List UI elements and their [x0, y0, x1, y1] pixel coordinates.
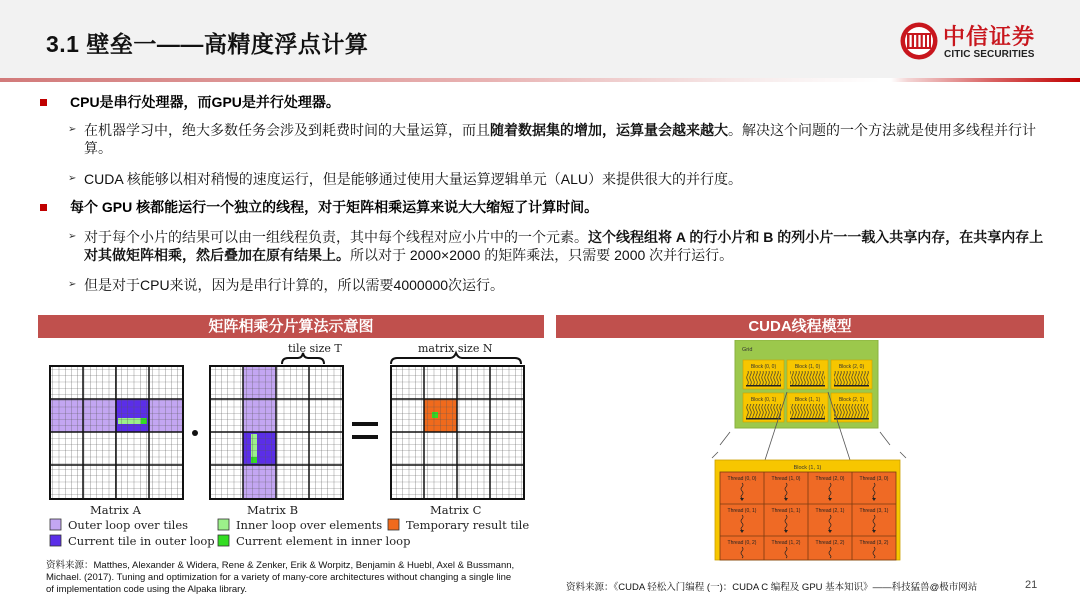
citic-logo-icon: [899, 21, 939, 61]
legend-inner-loop: Inner loop over elements: [236, 518, 383, 532]
source-right: 资料来源：《CUDA 轻松入门编程 (一)：CUDA C 编程及 GPU 基本知识》——科技猛兽@极市网站: [566, 582, 978, 593]
svg-text:Block (2, 1): Block (2, 1): [838, 397, 865, 403]
square-bullet-icon: [40, 204, 47, 211]
svg-text:Block (0, 1): Block (0, 1): [750, 397, 777, 403]
block-0-0: [743, 360, 784, 389]
source-left: 资料来源：Matthes, Alexander & Widera, Rene & Zenker, Erik & Worpitz, Benjamin & Huebl, Axel & Bussmann, Michael. (2017). Tuning and optimization for a variety of many-core architectures without changing a single line of implementation code using the Alpaka library.: [46, 560, 515, 595]
thread-1-0: Thread (1, 0): [771, 476, 801, 482]
figure-title-cuda-model: CUDA线程模型: [556, 315, 1044, 338]
block-detail: [715, 460, 900, 560]
figure-title-matrix-tiling: 矩阵相乘分片算法示意图: [38, 315, 544, 338]
cuda-thread-model-diagram: [710, 340, 910, 560]
block-1-1: [787, 393, 828, 422]
matrix-c-label: Matrix C: [430, 503, 482, 517]
equals-icon: [352, 422, 378, 439]
block-2-0: [831, 360, 872, 389]
arrow-bullet-icon: ➢: [68, 124, 77, 135]
slide-header: [0, 0, 1080, 78]
thread-3-2: Thread (3, 2): [859, 540, 889, 546]
thread-0-0: Thread (0, 0): [727, 476, 757, 482]
arrow-bullet-icon: ➢: [68, 173, 77, 184]
svg-text:Block (0, 0): Block (0, 0): [750, 364, 777, 370]
arrow-bullet-icon: ➢: [68, 279, 77, 290]
cuda-model-svg: [710, 340, 910, 562]
citic-logo: [893, 18, 1053, 64]
matrix-a-label: Matrix A: [90, 503, 141, 517]
block-0-1: [743, 393, 784, 422]
thread-1-2: Thread (1, 2): [771, 540, 801, 546]
page-number: 21: [1025, 579, 1038, 591]
legend-current-element: Current element in inner loop: [236, 534, 411, 548]
legend-outer-loop: Outer loop over tiles: [68, 518, 189, 532]
tile-size-label: tile size T: [288, 342, 342, 355]
matrix-tiling-svg: [40, 338, 545, 553]
thread-3-0: Thread (3, 0): [859, 476, 889, 482]
header-divider: [0, 78, 1080, 82]
logo-name-cn: 中信证券: [943, 24, 1036, 50]
sub-bullet-tile-threads: ➢ 对于每个小片的结果可以由一组线程负责，其中每个线程对应小片中的一个元素。这个线程组将 A 的行小片和 B 的列小片一一载入共享内存，在共享内存上对其做矩阵相乘，然后叠加在原有结果上。所以对于 2000×2000 的矩阵乘法，只需要 2000 次并行运行。: [68, 229, 1044, 263]
thread-2-0: Thread (2, 0): [815, 476, 845, 482]
svg-text:Block (1, 0): Block (1, 0): [794, 364, 821, 370]
thread-0-2: Thread (0, 2): [727, 540, 757, 546]
block-detail-label: Block (1, 1): [793, 465, 822, 471]
thread-0-1: Thread (0, 1): [727, 508, 757, 514]
multiply-dot-icon: [192, 430, 198, 436]
block-2-1: [831, 393, 872, 422]
thread-2-1: Thread (2, 1): [815, 508, 845, 514]
sub-bullet-cpu-runs: ➢ 但是对于CPU来说，因为是串行计算的，所以需要4000000次运行。: [68, 277, 505, 293]
thread-3-1: Thread (3, 1): [859, 508, 889, 514]
legend-current-tile: Current tile in outer loop: [68, 534, 215, 548]
thread-2-2: Thread (2, 2): [815, 540, 845, 546]
legend: [50, 518, 529, 548]
matrix-b: [210, 366, 343, 499]
square-bullet-icon: [40, 99, 47, 106]
matrix-a: [50, 366, 183, 499]
logo-name-en: CITIC SECURITIES: [944, 49, 1035, 60]
grid-label: Grid: [742, 347, 753, 353]
page-title: 3.1 壁垒一——高精度浮点计算: [46, 31, 369, 57]
svg-text:Block (2, 0): Block (2, 0): [838, 364, 865, 370]
thread-1-1: Thread (1, 1): [771, 508, 801, 514]
svg-text:Block (1, 1): Block (1, 1): [794, 397, 821, 403]
matrix-c: [391, 366, 524, 499]
block-1-0: [787, 360, 828, 389]
grid: [735, 340, 878, 428]
arrow-bullet-icon: ➢: [68, 231, 77, 242]
matrix-size-label: matrix size N: [418, 342, 493, 355]
sub-bullet-ml-compute: ➢ 在机器学习中，绝大多数任务会涉及到耗费时间的大量运算，而且随着数据集的增加，运算量会越来越大。解决这个问题的一个方法就是使用多线程并行计算。: [68, 122, 1036, 156]
matrix-tiling-diagram: [40, 338, 545, 553]
sub-bullet-cuda-cores: ➢ CUDA 核能够以相对稍慢的速度运行，但是能够通过使用大量运算逻辑单元（ALU）来提供很大的并行度。: [68, 171, 743, 187]
matrix-b-label: Matrix B: [247, 503, 299, 517]
legend-temp-result: Temporary result tile: [406, 518, 530, 532]
